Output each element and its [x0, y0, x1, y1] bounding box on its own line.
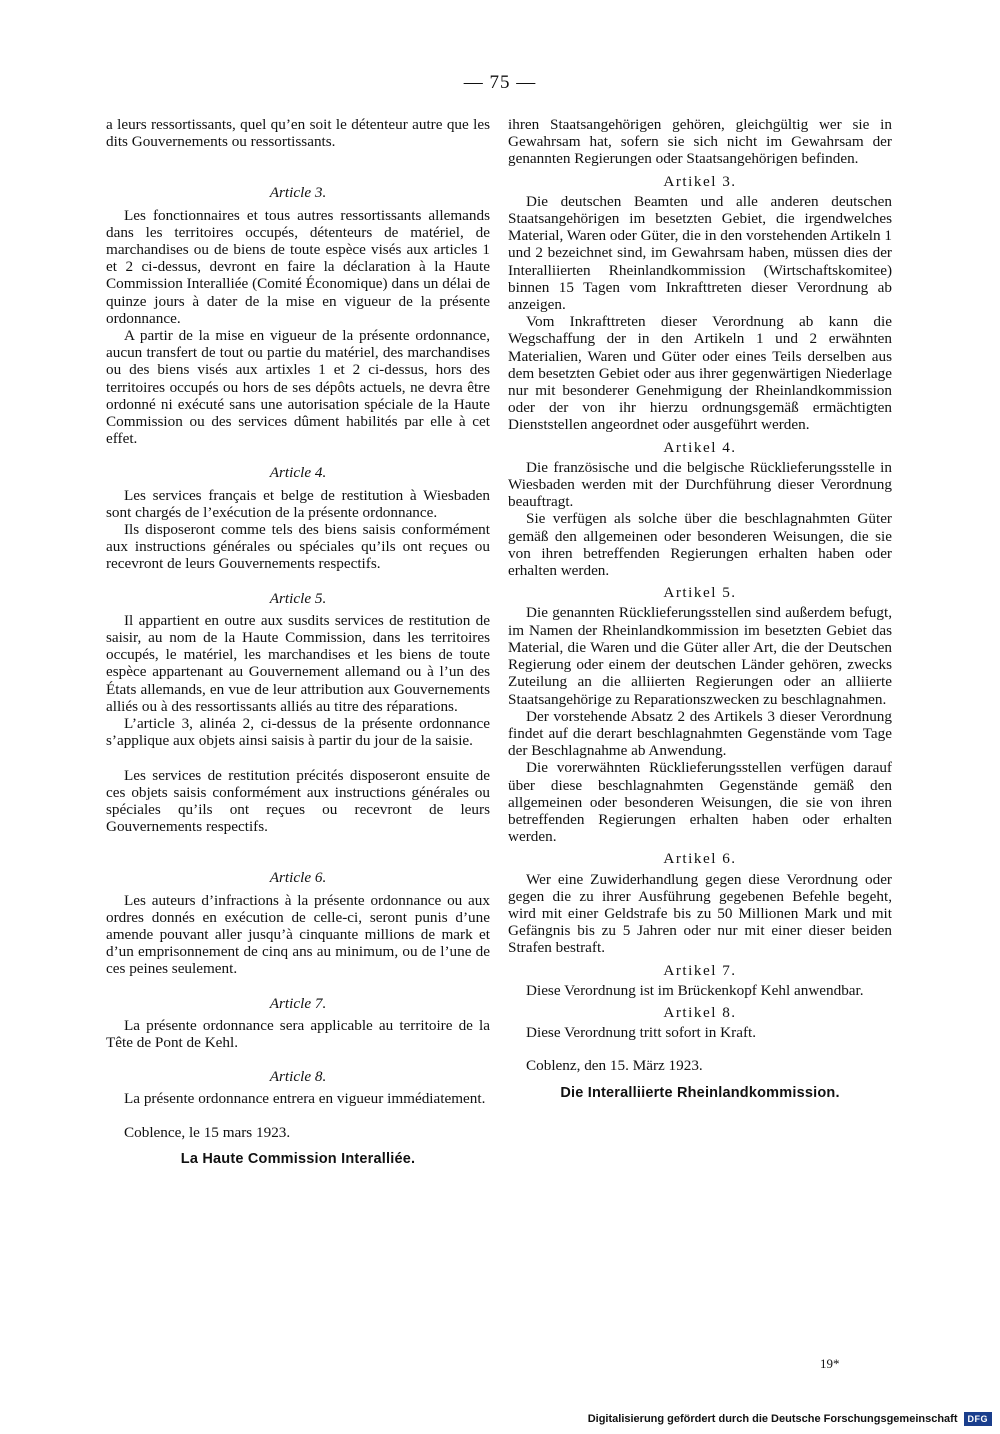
french-article-5-para-1: Il appartient en outre aux susdits services de restitution de saisir, au nom de la Haute Commission, dans les territoires occupés, le matériel, les marchandises et les biens de toute espèce appartenant au Gouvernement allemand ou à l’un des États allemands, en vue de leur attribution aux Gouvernements alliés ou à des ressortissants alliés au titre des réparations.: [106, 611, 490, 715]
german-signature: Die Interalliierte Rheinlandkommission.: [560, 1084, 840, 1101]
french-article-8-title: Article 8.: [269, 1068, 327, 1086]
german-article-6-para-1: Wer eine Zuwiderhandlung gegen diese Verordnung oder gegen die zu ihrer Ausführung gegebenen Befehle begeht, wird mit einer Geldstrafe bis zu 50 Millionen Mark und mit Gefängnis bis zu 5 Jahren oder nur mit einer dieser beiden Strafen bestraft.: [508, 870, 892, 957]
french-article-7-para-1: La présente ordonnance sera applicable au territoire de la Tête de Pont de Kehl.: [106, 1016, 490, 1051]
german-column: [508, 116, 892, 1102]
german-article-8-title: Artikel 8.: [663, 1003, 737, 1021]
german-article-8-para-1: Diese Verordnung tritt sofort in Kraft.: [526, 1024, 757, 1042]
german-article-3-para-2: Vom Inkrafttreten dieser Verordnung ab kann die Wegschaffung der in den Artikeln 1 und 2 erwähnten Materialien, Waren und Güter oder eines Teils derselben aus dem besetzten Gebiet oder aus ihrer gegenwärtigen Niederlage nur mit besonderer Genehmigung der Rheinlandkommission oder der von ihr hierzu ordnungsgemäß ermächtigten Dienststellen angeordnet oder ausgeführt werden.: [508, 313, 892, 434]
german-article-3-para-1: Die deutschen Beamten und alle anderen deutschen Staatsangehörigen im besetzten Gebiet, die irgendwelches Material, Waren oder Güter, die in den vorstehenden Artikeln 1 und 2 bezeichnet sind, im Gewahrsam haben, müssen dies der Interalliierten Rheinlandkommission (Wirtschaftskomitee) binnen 15 Tagen vom Inkrafttreten dieser Verordnung ab anzeigen.: [508, 192, 892, 314]
german-article-7-title: Artikel 7.: [663, 961, 737, 979]
french-article-4-title: Article 4.: [269, 464, 327, 482]
french-article-3-title: Article 3.: [269, 184, 327, 202]
german-intro: ihren Staatsangehörigen gehören, gleichgültig wer sie in Gewahrsam hat, sofern sie sich nicht im Gewahrsam der genannten Regierungen oder Staatsangehörigen befinden.: [508, 116, 892, 168]
page-number: — 75 —: [463, 72, 537, 93]
dfg-logo-icon: DFG: [964, 1412, 993, 1426]
german-article-5-para-1: Die genannten Rücklieferungsstellen sind außerdem befugt, im Namen der Rheinlandkommission im besetzten Gebiet das Material, die Waren und die Güter aller Art, die der Deutschen Regierung oder einem der deutschen Länder gehören, zwecks Zuteilung an die alliierten Regierungen oder an alliierte Staatsangehörige zu Reparationszwecken zu beschlagnahmen.: [508, 604, 892, 708]
french-column: [106, 116, 490, 1168]
german-article-5-para-2: Der vorstehende Absatz 2 des Artikels 3 dieser Verordnung findet auf die derart beschlagnahmten Gegenstände vom Tage der Beschlagnahme ab Anwendung.: [508, 707, 892, 760]
german-article-4-para-2: Sie verfügen als solche über die beschlagnahmten Güter gemäß den allgemeinen oder besonderen Weisungen, die sie von ihren betreffenden Regierungen erhalten haben oder erhalten werden.: [508, 510, 892, 580]
french-article-8-para-1: La présente ordonnance entrera en vigueur immédiatement.: [124, 1090, 486, 1108]
sheet-signature-mark: 19*: [820, 1356, 840, 1371]
german-article-5-para-3: Die vorerwähnten Rücklieferungsstellen verfügen darauf über diese beschlagnahmten Gegenstände gemäß den allgemeinen oder besonderen Weisungen, die sie von ihren betreffenden Regierungen erhalten haben oder erhalten werden.: [508, 759, 892, 846]
german-article-5-title: Artikel 5.: [663, 584, 737, 602]
german-article-7-para-1: Diese Verordnung ist im Brückenkopf Kehl anwendbar.: [526, 981, 864, 999]
french-article-4-para-1: Les services français et belge de restitution à Wiesbaden sont chargés de l’exécution de la présente ordonnance.: [106, 486, 490, 521]
german-date-line: Coblenz, den 15. März 1923.: [526, 1057, 703, 1075]
french-article-5-para-3: Les services de restitution précités disposeront ensuite de ces objets saisis conformément aux instructions générales ou spéciales qu’ils ont reçues ou recevront de leurs Gouvernements respectifs.: [106, 766, 490, 836]
french-article-5-para-2: L’article 3, alinéa 2, ci-dessus de la présente ordonnance s’applique aux objets ainsi saisis à partir du jour de la saisie.: [106, 715, 490, 750]
french-intro: a leurs ressortissants, quel qu’en soit le détenteur autre que les dits Gouvernements ou ressortissants.: [106, 116, 490, 151]
digitization-footer: [588, 1412, 992, 1426]
german-article-6-title: Artikel 6.: [663, 850, 737, 868]
german-article-4-title: Artikel 4.: [663, 438, 737, 456]
french-signature: La Haute Commission Interalliée.: [180, 1150, 416, 1167]
french-article-5-title: Article 5.: [269, 589, 327, 607]
french-article-3-para-1: Les fonctionnaires et tous autres ressortissants allemands dans les territoires occupés, détenteurs de matériel, de marchandises ou de biens de toute espèce visés aux articles 1 et 2 ci-dessus, devront en faire la déclaration à la Haute Commission Interalliée (Comité Économique) dans un délai de quinze jours à dater de la mise en vigueur de la présente ordonnance.: [106, 206, 490, 327]
german-article-4-para-1: Die französische und die belgische Rücklieferungsstelle in Wiesbaden werden mit der Durchführung dieser Verordnung beauftragt.: [508, 458, 892, 511]
french-article-6-para-1: Les auteurs d’infractions à la présente ordonnance ou aux ordres donnés en exécution de celle-ci, seront punis d’une amende pouvant aller jusqu’à cinquante millions de mark et d’un emprisonnement de cinq ans au minimum, ou de l’une de ces peines seulement.: [106, 891, 490, 978]
french-date-line: Coblence, le 15 mars 1923.: [124, 1123, 291, 1141]
french-article-3-para-2: A partir de la mise en vigueur de la présente ordonnance, aucun transfert de tout ou partie du matériel, des marchandises ou des biens visés aux artixles 1 et 2 ci-dessus, hors des territoires occupés ou hors de ses dépôts actuels, ne devra être ordonné ni exécuté sans une autorisation spéciale de la Haute Commission ou des services dûment habilités par elle à cet effet.: [106, 327, 490, 448]
french-article-6-title: Article 6.: [269, 869, 327, 887]
french-article-7-title: Article 7.: [269, 994, 327, 1012]
german-article-3-title: Artikel 3.: [663, 172, 737, 190]
footer-text: Digitalisierung gefördert durch die Deutsche Forschungsgemeinschaft: [587, 1413, 958, 1425]
french-article-4-para-2: Ils disposeront comme tels des biens saisis conformément aux instructions générales ou spéciales qu’ils ont reçues ou recevront de leurs Gouvernements respectifs.: [106, 521, 490, 573]
